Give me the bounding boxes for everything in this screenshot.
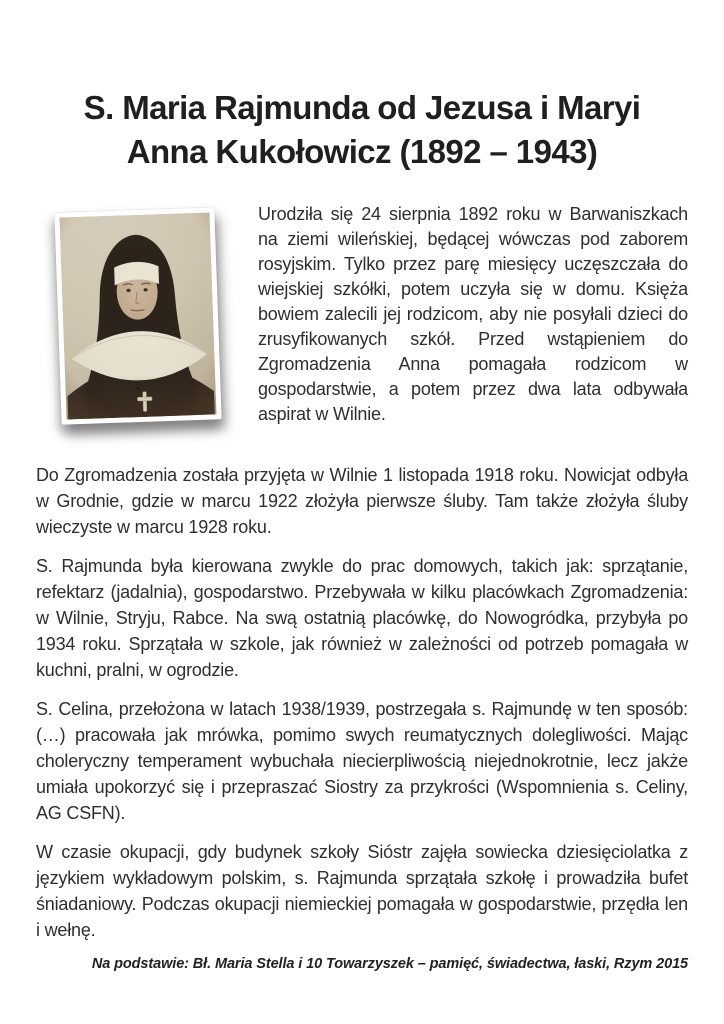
- source-note: Na podstawie: Bł. Maria Stella i 10 Towarzyszek – pamięć, świadectwa, łaski, Rzym 2015: [91, 956, 688, 972]
- paragraph-assignments: S. Rajmunda była kierowana zwykle do prac domowych, takich jak: sprzątanie, refektarz (jadalnia), gospodarstwo. Przebywała w kilku placówkach Zgromadzenia: w Wilnie, Stryju, Rabce. Na swą ostatnią placówkę, do Nowogródka, przybyła po 1934 roku. Sprzątała w szkole, jak również w zależności od potrzeb pomagała w kuchni, pralni, w ogrodzie.: [36, 556, 688, 680]
- paragraph-occupation: W czasie okupacji, gdy budynek szkoły Sióstr zajęła sowiecka dziesięciolatka z językiem wykładowym polskim, s. Rajmunda sprzątała szkołę i prowadziła bufet śniadaniowy. Podczas okupacji niemieckiej pomagała w gospodarstwie, przędła len i wełnę.: [36, 842, 688, 940]
- title-line-1: S. Maria Rajmunda od Jezusa i Maryi: [83, 89, 641, 126]
- paragraph-vows: Do Zgromadzenia została przyjęta w Wilnie 1 listopada 1918 roku. Nowicjat odbyła w Grodnie, gdzie w marcu 1922 złożyła pierwsze śluby. Tam także złożyła śluby wieczyste w marcu 1928 roku.: [36, 465, 688, 537]
- page-title: [36, 86, 688, 174]
- nun-portrait-illustration: [60, 212, 217, 419]
- paragraph-birth: Urodziła się 24 sierpnia 1892 roku w Barwaniszkach na ziemi wileńskiej, będącej wówczas pod zaborem rosyjskim. Tylko przez parę miesięcy uczęszczała do wiejskiej szkółki, potem uczyła się w domu. Księża bowiem zalecili jej rodzicom, aby nie posyłali dzieci do zrusyfikowanych szkół. Przed wstąpieniem do Zgromadzenia Anna pomagała rodzicom w gospodarstwie, a potem przez dwa lata odbywała aspirat w Wilnie.: [258, 204, 688, 424]
- portrait-photo: [54, 207, 221, 424]
- article-body: [36, 202, 688, 972]
- title-line-2: Anna Kukołowicz (1892 – 1943): [126, 133, 598, 170]
- paragraph-celina-memoir: S. Celina, przełożona w latach 1938/1939, postrzegała s. Rajmundę w ten sposób: (…) pracowała jak mrówka, pomimo swych reumatycznych dolegliwości. Mając choleryczny temperament wybuchała niecierpliwością niejednokrotnie, lecz jakże umiała upokorzyć się i przepraszać Siostry za przykrości (Wspomnienia s. Celiny, AG CSFN).: [36, 699, 688, 823]
